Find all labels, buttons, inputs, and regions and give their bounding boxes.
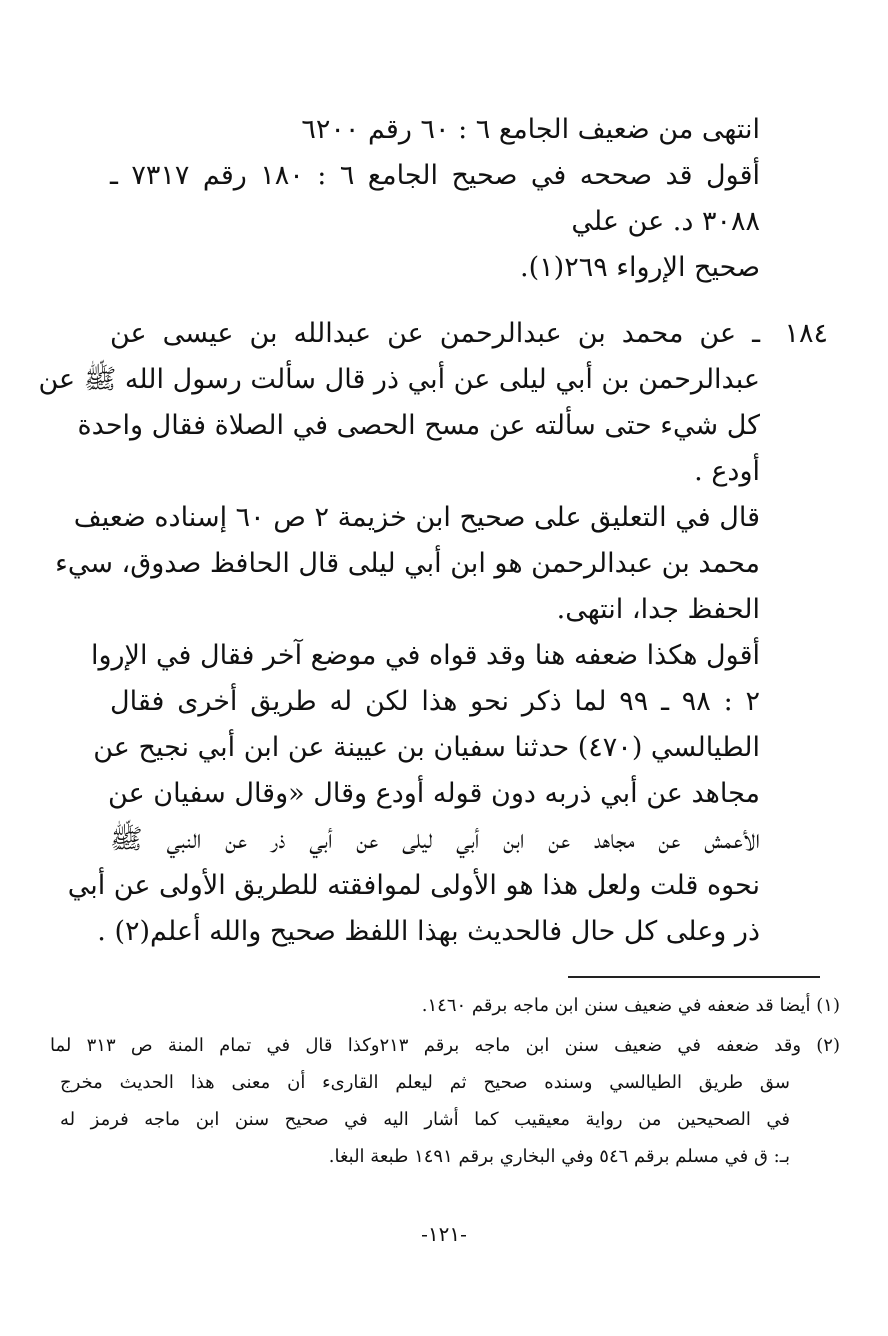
text-line-16: الأعمش عن مجاهد عن ابن أبي ليلى عن أبي ذر عن النبي ﷺ bbox=[110, 824, 760, 855]
text-line-18: ذر وعلى كل حال فالحديث بهذا اللفظ صحيح والله أعلم(٢) . bbox=[97, 916, 760, 947]
text-line-5: ـ عن محمد بن عبدالرحمن عن عبدالله بن عيسى عن bbox=[110, 318, 760, 349]
text-line-10: محمد بن عبدالرحمن هو ابن أبي ليلى قال الحافظ صدوق، سيء bbox=[55, 548, 760, 579]
text-line-12: أقول هكذا ضعفه هنا وقد قواه في موضع آخر فقال في الإروا bbox=[90, 640, 760, 671]
text-line-3: ٣٠٨٨ د. عن علي bbox=[571, 206, 760, 237]
text-line-11: الحفظ جدا، انتهى. bbox=[556, 594, 760, 625]
text-line-7: كل شيء حتى سألته عن مسح الحصى في الصلاة فقال واحدة bbox=[77, 410, 760, 441]
text-line-9: قال في التعليق على صحيح ابن خزيمة ٢ ص ٦٠ إسناده ضعيف bbox=[73, 502, 760, 533]
footnote-2-line-2: سق طريق الطيالسي وسنده صحيح ثم ليعلم القارىء أن معنى هذا الحديث مخرج bbox=[60, 1072, 790, 1093]
footnote-divider bbox=[568, 976, 820, 978]
text-line-1: انتهى من ضعيف الجامع ٦ : ٦٠ رقم ٦٢٠٠ bbox=[301, 114, 760, 145]
text-line-13: ٢ : ٩٨ ـ ٩٩ لما ذكر نحو هذا لكن له طريق أخرى فقال bbox=[110, 686, 761, 717]
footnote-2-line-3: في الصحيحين من رواية معيقيب كما أشار اليه في صحيح سنن ابن ماجه فرمز له bbox=[60, 1109, 790, 1130]
footnote-2-line-1: (٢) وقد ضعفه في ضعيف سنن ابن ماجه برقم ٢١٣وكذا قال في تمام المنة ص ٣١٣ لما bbox=[50, 1035, 840, 1056]
footnote-2-line-4: بـ: ق في مسلم برقم ٥٤٦ وفي البخاري برقم ١٤٩١ طبعة البغا. bbox=[328, 1146, 790, 1167]
text-line-6: عبدالرحمن بن أبي ليلى عن أبي ذر قال سألت رسول الله ﷺ عن bbox=[38, 364, 760, 395]
text-line-8: أودع . bbox=[694, 456, 760, 487]
footnote-1: (١) أيضا قد ضعفه في ضعيف سنن ابن ماجه برقم ١٤٦٠. bbox=[421, 995, 840, 1016]
page-number: -١٢١- bbox=[421, 1222, 467, 1246]
hadith-number: ١٨٤ bbox=[784, 318, 828, 349]
text-line-14: الطيالسي (٤٧٠) حدثنا سفيان بن عيينة عن ابن أبي نجيح عن bbox=[93, 732, 760, 763]
text-line-2: أقول قد صححه في صحيح الجامع ٦ : ١٨٠ رقم ٧٣١٧ ـ bbox=[110, 160, 760, 191]
text-line-17: نحوه قلت ولعل هذا هو الأولى لموافقته للطريق الأولى عن أبي bbox=[67, 870, 760, 901]
text-line-4: صحيح الإرواء ٢٦٩(١). bbox=[520, 252, 760, 283]
text-line-15: مجاهد عن أبي ذربه دون قوله أودع وقال «وقال سفيان عن bbox=[108, 778, 760, 809]
